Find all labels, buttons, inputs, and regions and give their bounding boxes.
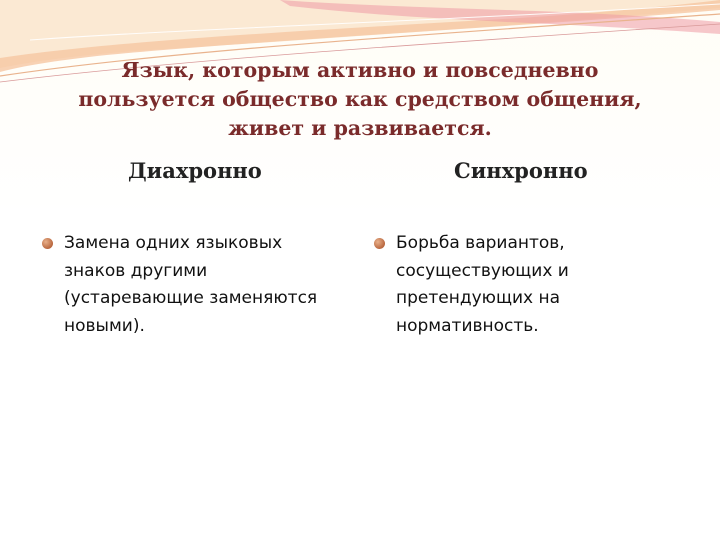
bullet-line: (устаревающие заменяются <box>64 288 318 308</box>
bullet-line: нормативность. <box>396 315 539 336</box>
bullet-line: претендующих на <box>396 288 561 308</box>
bullet-line: Борьба вариантов, <box>396 233 565 253</box>
bullet-text <box>64 230 357 340</box>
bullet-text <box>396 230 674 340</box>
title-line: живет и развивается. <box>228 116 492 140</box>
slide-title <box>60 56 660 143</box>
title-line: Язык, которым активно и повседневно <box>121 58 599 82</box>
bullet-line: сосуществующих и <box>396 260 569 281</box>
title-line: пользуется общество как средством общения, <box>78 87 642 111</box>
bullet-dot-icon <box>374 238 385 249</box>
column-heading-synchronic: Синхронно <box>454 158 588 183</box>
bullet-item-diachronic <box>42 230 357 340</box>
bullet-line: Замена одних языковых <box>64 233 283 253</box>
bullet-line: новыми). <box>64 315 145 336</box>
bullet-dot-icon <box>42 238 53 249</box>
bullet-line: знаков другими <box>64 260 208 281</box>
bullet-item-synchronic <box>374 230 674 340</box>
column-heading-diachronic: Диахронно <box>128 158 262 183</box>
